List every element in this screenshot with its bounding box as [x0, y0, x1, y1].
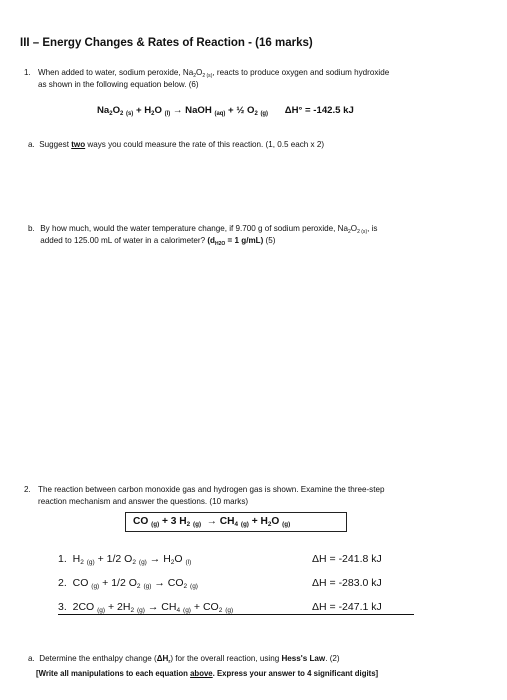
question-1-text: When added to water, sodium peroxide, $Na_2O_{2 (s)}$, reacts to produce oxygen and sodium hydroxide as shown in the following equation below. (6) [38, 68, 390, 89]
question-2-number: 2. [24, 485, 31, 494]
step-1-equation: 1. $H_2$ $_{(g)}$ + 1/2 $O_2$ $_{(g)} \to H_2O$ $_{(l)}$ [58, 553, 192, 566]
overall-reaction-box: CO $_{(g)}$ + 3 $H_2$ $_{(g)} \to CH_4$ $_{(g)} + H_2O$ $_{(g)}$ [125, 512, 347, 532]
sodium-peroxide-equation: $Na_2O_2$ $_{(s)} + H_2O$ $_{(l)}$ → NaOH $_{(aq)}$ + ½ $O_2$ $_{(g)}$ ΔH° = -142.5 kJ [97, 105, 354, 117]
instruction-text: [Write all manipulations to each equation above. Express your answer to 4 significant digits] [36, 669, 379, 678]
question-2a: a. Determine the enthalpy change $(\Delta H_r)$ for the overall reaction, using Hess's Law. (2) [28, 654, 340, 665]
arrow-icon: → [172, 105, 183, 116]
question-2-text: The reaction between carbon monoxide gas and hydrogen gas is shown. Examine the three-step reaction mechanism and answer the questions. (10 marks) [38, 485, 385, 506]
step-3-equation: 3. 2CO $_{(g)} + 2H_2$ $_{(g)} \to CH_4$ $_{(g)} + CO_2$ $_{(g)}$ [58, 601, 234, 614]
question-1-number: 1. [24, 68, 31, 77]
question-1a: a. Suggest two ways you could measure the rate of this reaction. (1, 0.5 each x 2) [28, 140, 325, 149]
enthalpy-value: ΔH° = -142.5 kJ [284, 105, 354, 116]
step-3-enthalpy: ΔH = -247.1 kJ [312, 601, 382, 613]
arrow-icon: → [206, 516, 217, 527]
step-2-equation: 2. CO $_{(g)}$ + 1/2 $O_2$ $_{(g)} \to CO_2$ $_{(g)}$ [58, 577, 198, 590]
step-1-enthalpy: ΔH = -241.8 kJ [312, 553, 382, 565]
section-title: III – Energy Changes & Rates of Reaction - (16 marks) [20, 37, 313, 49]
step-3-underline [58, 614, 414, 615]
step-2-enthalpy: ΔH = -283.0 kJ [312, 577, 382, 589]
